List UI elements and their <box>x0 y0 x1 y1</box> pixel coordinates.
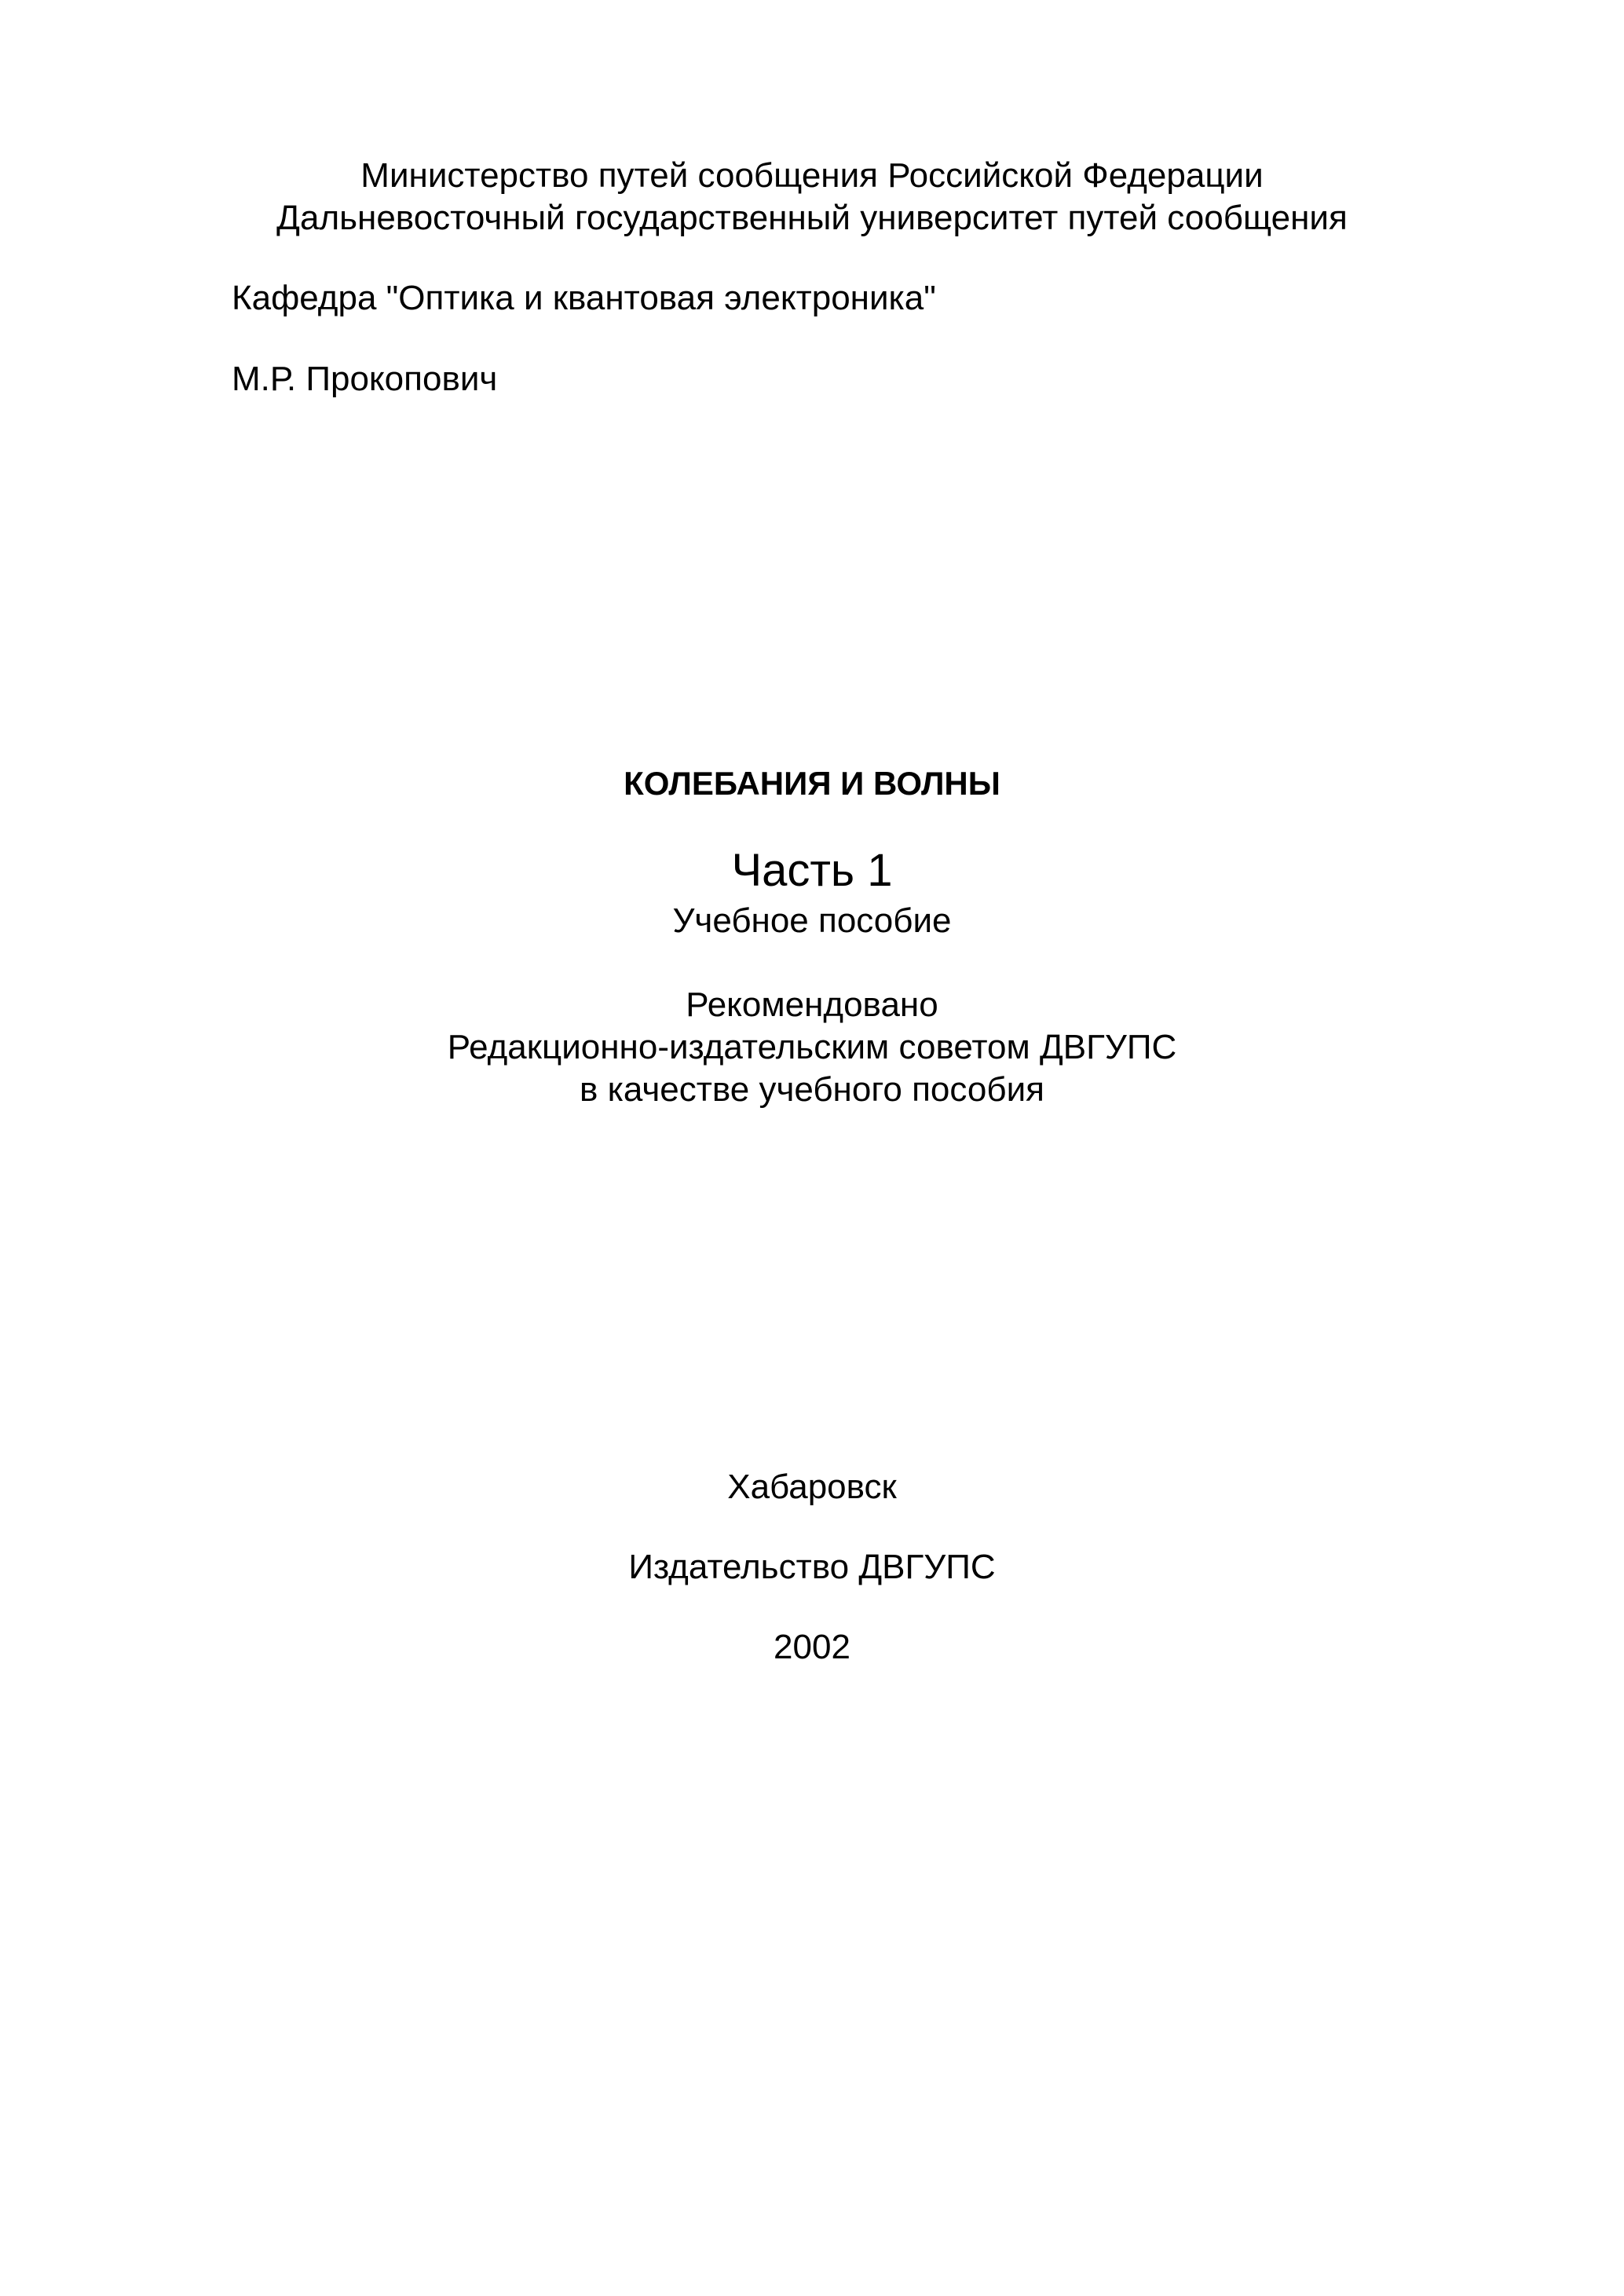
author-name: М.Р. Прокопович <box>232 360 498 398</box>
recommendation-line-2: Редакционно-издательским советом ДВГУПС <box>447 1028 1177 1066</box>
department-line: Кафедра "Оптика и квантовая электроника" <box>232 279 936 317</box>
book-part: Часть 1 <box>731 845 893 896</box>
book-title: КОЛЕБАНИЯ И ВОЛНЫ <box>624 765 1000 802</box>
book-type: Учебное пособие <box>672 901 952 940</box>
imprint-publisher: Издательство ДВГУПС <box>628 1548 996 1586</box>
imprint-city: Хабаровск <box>727 1468 897 1506</box>
ministry-line: Министерство путей сообщения Российской Федерации <box>360 156 1264 195</box>
recommendation-line-3: в качестве учебного пособия <box>580 1070 1044 1109</box>
imprint-year: 2002 <box>774 1628 850 1666</box>
recommendation-line-1: Рекомендовано <box>686 985 938 1024</box>
university-line: Дальневосточный государственный университет путей сообщения <box>276 199 1348 237</box>
